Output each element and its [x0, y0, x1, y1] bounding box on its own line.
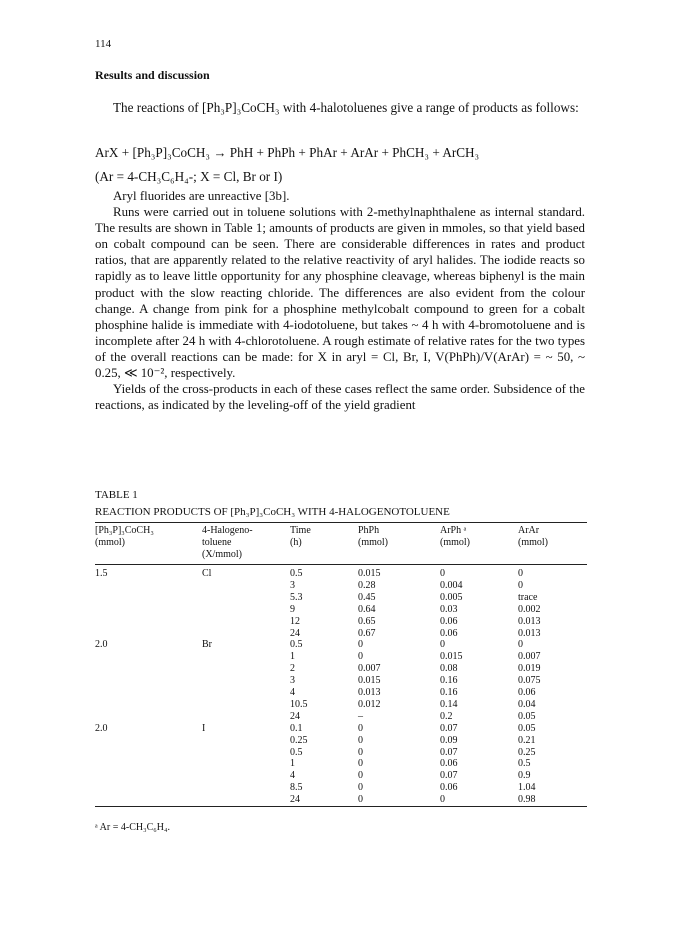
table-cell: 0.65 [358, 615, 376, 627]
table-cell: 0 [358, 722, 363, 734]
table-cell: 0.45 [358, 591, 376, 603]
table-cell: 24 [290, 710, 300, 722]
table-cell: 0 [358, 746, 363, 758]
header-text: 4-Halogeno- [202, 525, 253, 536]
table-cell: 1.04 [518, 782, 536, 794]
table-cell: 0.67 [358, 627, 376, 639]
table-cell: 0.25 [290, 734, 308, 746]
table-cell: 0.16 [440, 675, 458, 687]
paragraph-runs: Runs were carried out in toluene solutions with 2-methylnaphthalene as internal standard. The results are shown in Table 1; amounts of products are given in mmoles, so that yield based on cobalt compound can be seen. There are considerable differences in rates and product ratios, that are apparently related to the relative reactivity of aryl halides. The iodide reacts so rapidly as to leave little opportunity for any phosphine cleavage, whereas biphenyl is the main product with the slow reacting chloride. The differences are also evident from the colour change. A change from pink for a phosphine methylcobalt compound to green for a cobalt phosphine halide is immediate with 4-iodotoluene, but takes ~ 4 h with 4-bromotoluene and is incomplete after 24 h with 4-chlorotoluene. A rough estimate of relative rates for the two types of the overall reactions can be made: for X in aryl = Cl, Br, I, V(PhPh)/V(ArAr) = ~ 50, ~ 0.25, ≪ 10⁻², respectively. [95, 205, 585, 381]
table-cell: 0.002 [518, 603, 541, 615]
table-cell: 0.5 [290, 746, 303, 758]
reaction-equation: ArX + [Ph₃P]₃CoCH₃ → PhH + PhPh + PhAr + ArAr + PhCH₃ + ArCH₃ [95, 145, 480, 160]
table-cell: – [358, 710, 363, 722]
header-time [290, 525, 311, 549]
table-cell: Cl [202, 568, 212, 579]
table-cell: 0.03 [440, 603, 458, 615]
table-cell: 0.09 [440, 734, 458, 746]
table-cell: 8.5 [290, 782, 303, 794]
table-cell: 0.21 [518, 734, 536, 746]
table-cell: 1 [290, 758, 295, 770]
header-text: (mmol) [95, 537, 125, 548]
table-cell: 4 [290, 770, 295, 782]
table-cell: 0.25 [518, 746, 536, 758]
table-cell: 0.05 [518, 710, 536, 722]
table-cell: 12 [290, 615, 300, 627]
table-cell: Br [202, 639, 212, 651]
table-label: TABLE 1 [95, 489, 138, 501]
header-phph [358, 525, 388, 549]
table-cell: 0.013 [518, 627, 541, 639]
header-text: (mmol) [518, 537, 548, 548]
table-cell: 0 [358, 770, 363, 782]
header-text: (h) [290, 537, 302, 548]
table-cell: 0.06 [440, 627, 458, 639]
table-cell: 0.64 [358, 603, 376, 615]
table-cell: 0.2 [440, 710, 453, 722]
table-cell: 0.07 [440, 722, 458, 734]
table-cell: 0.98 [518, 794, 536, 806]
table-cell: 0.5 [518, 758, 531, 770]
body-text [95, 188, 585, 413]
equation-definitions: (Ar = 4-CH₃C₆H₄-; X = Cl, Br or I) [95, 169, 283, 184]
table-cell: 0.015 [440, 651, 463, 663]
table-cell: 0 [358, 782, 363, 794]
header-text: (X/mmol) [202, 549, 242, 560]
table-cell: 0.004 [440, 579, 463, 591]
table-cell: 5.3 [290, 591, 303, 603]
table-cell: 0.06 [518, 687, 536, 698]
table-cell: 4 [290, 687, 295, 698]
table-cell: 0.04 [518, 698, 536, 710]
header-complex [95, 525, 154, 549]
table-cell: 0.015 [358, 675, 381, 687]
header-text: ArPh ᵃ [440, 525, 467, 536]
table-cell: 0 [358, 758, 363, 770]
paragraph-yields: Yields of the cross-products in each of these cases reflect the same order. Subsidence of the reactions, as indicated by the leveling-off of the yield gradient [95, 382, 585, 413]
section-heading: Results and discussion [95, 68, 210, 82]
header-text: PhPh [358, 525, 380, 536]
table-cell: 0 [440, 568, 445, 579]
table-cell: 24 [290, 627, 300, 639]
header-text: toluene [202, 537, 232, 548]
table-cell: 3 [290, 675, 295, 687]
table-cell: 0.14 [440, 698, 458, 710]
table-cell: 0.07 [440, 746, 458, 758]
table-cell: 0.012 [358, 698, 381, 710]
table-cell: 0.28 [358, 579, 376, 591]
table-cell: 0.16 [440, 687, 458, 698]
header-text: ArAr [518, 525, 540, 536]
table-header-rule [95, 564, 587, 565]
table-cell: 0.08 [440, 663, 458, 675]
table-cell: 0.013 [358, 687, 381, 698]
table-cell: 0.1 [290, 722, 303, 734]
header-halogenotoluene [202, 525, 253, 561]
table-cell: 0 [518, 579, 523, 591]
table-cell: 0.005 [440, 591, 463, 603]
table-cell: 0 [358, 794, 363, 806]
table-cell: I [202, 722, 206, 734]
table-cell: 9 [290, 603, 295, 615]
table-cell: 0.06 [440, 615, 458, 627]
header-text: (mmol) [358, 537, 388, 548]
table-cell: 0.07 [440, 770, 458, 782]
header-arph [440, 525, 470, 549]
header-text: [Ph₃P]₃CoCH₃ [95, 525, 154, 536]
header-text: Time [290, 525, 311, 536]
table-cell: 0.06 [440, 758, 458, 770]
table-cell: 0 [440, 794, 445, 806]
intro-paragraph: The reactions of [Ph₃P]₃CoCH₃ with 4-halotoluenes give a range of products as follows: [113, 100, 579, 115]
table-bottom-rule [95, 806, 587, 807]
header-text: (mmol) [440, 537, 470, 548]
table-cell: 0.007 [518, 651, 541, 663]
table-cell: 0.5 [290, 639, 303, 651]
table-cell: 1.5 [95, 568, 108, 579]
table-cell: 0 [440, 639, 445, 651]
table-cell: 10.5 [290, 698, 308, 710]
header-arar [518, 525, 548, 549]
table-cell: trace [518, 591, 538, 603]
table-cell: 2.0 [95, 639, 108, 651]
page-number: 114 [95, 38, 112, 50]
table-cell: 24 [290, 794, 300, 806]
table-cell: 1 [290, 651, 295, 663]
table-cell: 0.075 [518, 675, 541, 687]
table-cell: 0.013 [518, 615, 541, 627]
table-title: REACTION PRODUCTS OF [Ph₃P]₃CoCH₃ WITH 4-HALOGENOTOLUENE [95, 506, 450, 518]
table-cell: 0 [518, 568, 523, 579]
table-cell: 0 [518, 639, 523, 651]
table-footnote: ᵃ Ar = 4-CH₃C₆H₄. [95, 822, 170, 833]
table-cell: 0.007 [358, 663, 381, 675]
table-cell: 0.05 [518, 722, 536, 734]
table-cell: 0.06 [440, 782, 458, 794]
table-cell: 2 [290, 663, 295, 675]
table-cell: 0 [358, 651, 363, 663]
table-cell: 0.9 [518, 770, 531, 782]
table-cell: 0 [358, 639, 363, 651]
table-cell: 0 [358, 734, 363, 746]
table-cell: 3 [290, 579, 295, 591]
table-cell: 0.015 [358, 568, 381, 579]
table-cell: 0.019 [518, 663, 541, 675]
table-top-rule [95, 522, 587, 523]
table-cell: 2.0 [95, 722, 108, 734]
table-cell: 0.5 [290, 568, 303, 579]
aryl-fluorides-note: Aryl fluorides are unreactive [3b]. [113, 189, 290, 203]
